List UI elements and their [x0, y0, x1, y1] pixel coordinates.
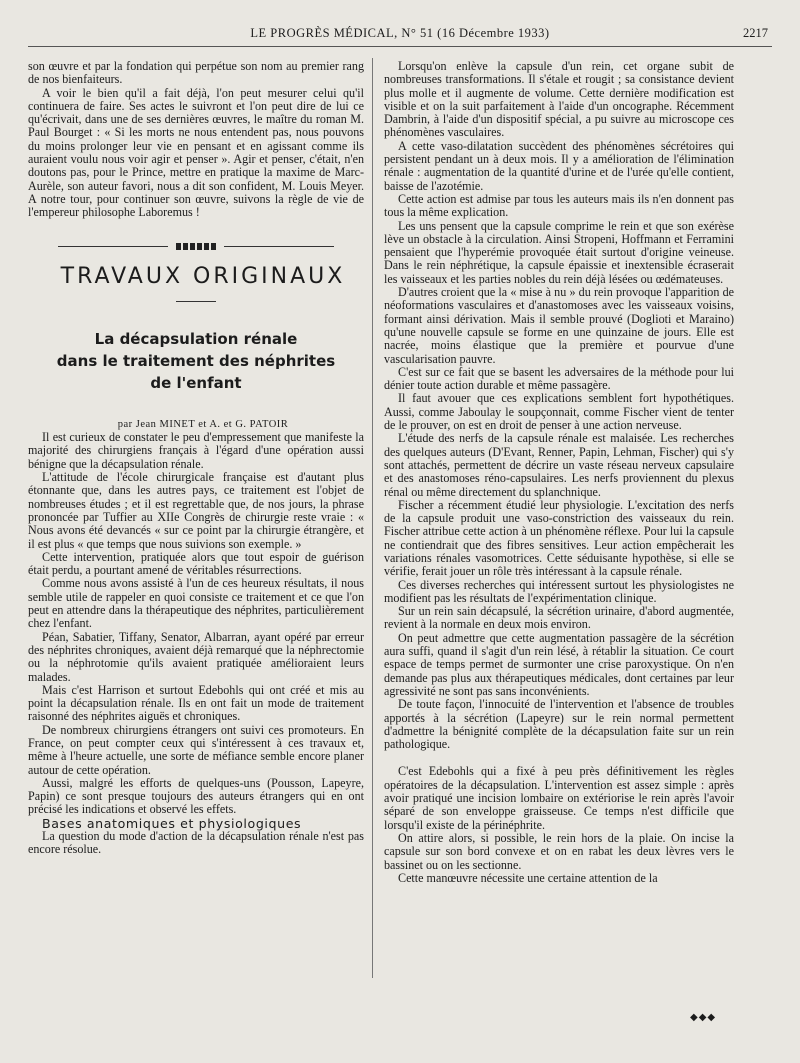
- body-paragraph: Mais c'est Harrison et surtout Edebohls qui ont créé et mis au point la décapsulation rénale. Ils en ont fait un mode de traitement raisonné des néphrites aiguës et chroniques.: [28, 682, 364, 724]
- right-column: [384, 60, 734, 885]
- body-paragraph: On attire alors, si possible, le rein hors de la plaie. On incise la capsule sur son bord convexe et on en rabat les deux lèvres vers le bassinet ou on les sectionne.: [384, 830, 734, 872]
- paragraph-gap: [384, 751, 734, 765]
- ornament-divider: [58, 242, 334, 252]
- body-paragraph: Cette manœuvre nécessite une certaine attention de la: [398, 870, 658, 885]
- intro-paragraph: son œuvre et par la fondation qui perpétue son nom au premier rang de nos bienfaiteurs.: [28, 59, 364, 87]
- body-paragraph: L'attitude de l'école chirurgicale française est d'autant plus étonnante que, dans les autres pays, ce traitement est l'objet de nombreuses études ; et il est regrettable que, de nos jours, la phrase prononcée par Tuffier au XIIe Congrès de chirurgie reste vraie : « Nous avons été devancés « sur ce point par la chirurgie étrangère, et il est plus « que temps que nous suivions son exemple. »: [28, 470, 364, 551]
- body-paragraph: De nombreux chirurgiens étrangers ont suivi ces promoteurs. En France, on peut compter ceux qui s'intéressent à ces travaux et, même à l'heure actuelle, une sorte de méfiance semble encore planer autour de cette opération.: [28, 722, 364, 777]
- body-paragraph: De toute façon, l'innocuité de l'intervention et l'absence de troubles apportés à la sécrétion (Lapeyre) sur le rein normal permettent d'admettre la bénignité complète de la décapsulation faite sur un rein pathologique.: [384, 697, 734, 752]
- left-column: [28, 60, 364, 857]
- body-paragraph: Péan, Sabatier, Tiffany, Senator, Albarran, ayant opéré par erreur des néphrites chroniques, avaient déjà remarqué que la néphrectomie ou la néphrotomie qu'ils avaient pratiquée amélioraient leurs malades.: [28, 629, 364, 684]
- body-paragraph: Cette intervention, pratiquée alors que tout espoir de guérison était perdu, a pourtant amené de véritables résurrections.: [28, 549, 364, 578]
- intro-paragraph: A voir le bien qu'il a fait déjà, l'on peut mesurer celui qu'il continuera de faire. Ses actes le suivront et l'on peut dire de lui ce qu'écrivait, dans une de ses dernières œuvres, le maître du roman M. Paul Bourget : « Si les morts ne nous entendent pas, nous pouvons du moins prolonger leur vie en pensant et en agissant comme ils auraient voulu nous voir agir et penser ». Agir et penser, c'était, n'en doutons pas, pour le Prince, mettre en pratique la maxime de Marc-Aurèle, son auteur favori, nous a dit son confident, M. Louis Meyer. A notre tour, pour continuer son œuvre, suivons la règle de vie de l'empereur philosophe Laboremus !: [28, 85, 364, 220]
- journal-title: LE PROGRÈS MÉDICAL, N° 51 (16 Décembre 1933): [250, 26, 550, 40]
- body-paragraph: Les uns pensent que la capsule comprime le rein et que son exérèse lève un obstacle à la circulation. Ainsi Stropeni, Hoffmann et Ferramini pensaient que l'hyperémie provoquée était surtout d'origine veineuse. Dans le rein néphrétique, la capsule épaissie et inextensible écraserait les vaisseaux et les parties nobles du rein déjà lésées ou œdémateuses.: [384, 218, 734, 286]
- subheading: Bases anatomiques et physiologiques: [42, 815, 302, 831]
- body-paragraph: Comme nous avons assisté à l'un de ces heureux résultats, il nous semble utile de rappeler en quoi consiste ce traitement et ce que l'on peut en attendre dans la thérapeutique des néphrites, particulièrement chez l'enfant.: [28, 576, 364, 631]
- body-paragraph: Cette action est admise par tous les auteurs mais ils n'en donnent pas tous la même explication.: [384, 191, 734, 220]
- body-paragraph: D'autres croient que la « mise à nu » du rein provoque l'apparition de néoformations vasculaires et d'anastomoses avec les vaisseaux voisins, formant ainsi dérivation. Mais il semble prouvé (Doglioti et Maraino) qu'une nouvelle capsule se forme en une quinzaine de jours. Elle est nacrée, moins élastique que la première et pourvue d'une vascularisation pauvre.: [384, 285, 734, 366]
- page-number: 2217: [743, 26, 768, 40]
- section-title: TRAVAUX ORIGINAUX: [60, 263, 346, 289]
- body-paragraph: A cette vaso-dilatation succèdent des phénomènes sécrétoires qui persistent pendant un à deux mois. Il y a amélioration de l'élimination rénale : augmentation de la quantité d'urine et de l'urée qu'elle contient, baisse de l'azotémie.: [384, 138, 734, 193]
- short-rule: [176, 301, 216, 302]
- end-ornament: ◆◆◆: [690, 1012, 717, 1023]
- body-paragraph: L'étude des nerfs de la capsule rénale est malaisée. Les recherches des quelques auteurs (D'Evant, Renner, Papin, Lehman, Fischer) qui s'y sont attachés, permettent de décrire un vaste réseau nerveux capsulaire et des anastomoses réno-capsulaires. Les nerfs proviennent du plexus rénal ou même directement du splanchnique.: [384, 431, 734, 499]
- article-title-line: de l'enfant: [150, 373, 242, 392]
- column-divider: [372, 58, 373, 978]
- body-paragraph: C'est Edebohls qui a fixé à peu près définitivement les règles opératoires de la décapsulation. L'intervention est assez simple : après avoir pratiqué une incision lombaire on extériorise le rein après l'avoir séparé de son enveloppe graisseuse. Ce temps n'est difficile que lorsqu'il existe de la périnéphrite.: [384, 764, 734, 832]
- body-paragraph: Ces diverses recherches qui intéressent surtout les physiologistes ne modifient pas les résultats de l'expérimentation clinique.: [384, 577, 734, 605]
- article-title-line: dans le traitement des néphrites: [56, 351, 336, 370]
- body-paragraph: Sur un rein sain décapsulé, la sécrétion urinaire, d'abord augmentée, revient à la normale en deux mois environ.: [384, 604, 734, 632]
- byline: par Jean MINET et A. et G. PATOIR: [117, 418, 289, 430]
- article-title-line: La décapsulation rénale: [94, 329, 298, 348]
- body-paragraph: C'est sur ce fait que se basent les adversaires de la méthode pour lui dénier toute action durable et même passagère.: [384, 364, 734, 393]
- body-paragraph: Lorsqu'on enlève la capsule d'un rein, cet organe subit de nombreuses transformations. Il s'étale et rougit ; sa consistance devient plus molle et il augmente de volume. Cette dernière modification est visible et on la suit parfaitement à l'aide d'un oncographe. Récemment Dambrin, à l'aide d'un dispositif spécial, a pu suivre au microscope ces phénomènes vasculaires.: [384, 59, 734, 140]
- body-paragraph: On peut admettre que cette augmentation passagère de la sécrétion aura suffi, quand il s'agit d'un rein lésé, à rétablir la situation. Ce court espace de temps permet de surmonter une crise paroxystique. On n'en demande pas plus aux thérapeutiques médicales, dont certaines par leur agressivité ne sont pas sans inconvénients.: [384, 630, 734, 698]
- article-title: [28, 328, 364, 394]
- body-paragraph: Il faut avouer que ces explications semblent fort hypothétiques. Aussi, comme Jaboulay le soupçonnait, comme Fischer vient de tenter de le prouver, on est en droit de penser à une action nerveuse.: [384, 391, 734, 433]
- body-paragraph: Il est curieux de constater le peu d'empressement que manifeste la majorité des chirurgiens français à l'égard d'une opération aussi bénigne que la décapsulation rénale.: [28, 430, 364, 471]
- body-paragraph: La question du mode d'action de la décapsulation rénale n'est pas encore résolue.: [28, 829, 364, 857]
- body-paragraph: Aussi, malgré les efforts de quelques-uns (Pousson, Lapeyre, Papin) ce sont presque toujours des auteurs étrangers qui en ont précisé les indications et observé les effets.: [28, 775, 364, 817]
- body-paragraph: Fischer a récemment étudié leur physiologie. L'excitation des nerfs de la capsule produit une vaso-constriction des vaisseaux du rein. Fischer attribue cette action à un phénomène réflexe. Pour lui la capsule ne contiendrait que des fibres sensitives. Leur action empêcherait les variations rénales vasomotrices. Cette séduisante hypothèse, si elle se vérifie, ferait jouer un rôle très intéressant à la capsule rénale.: [384, 497, 734, 579]
- page-header: [28, 24, 772, 47]
